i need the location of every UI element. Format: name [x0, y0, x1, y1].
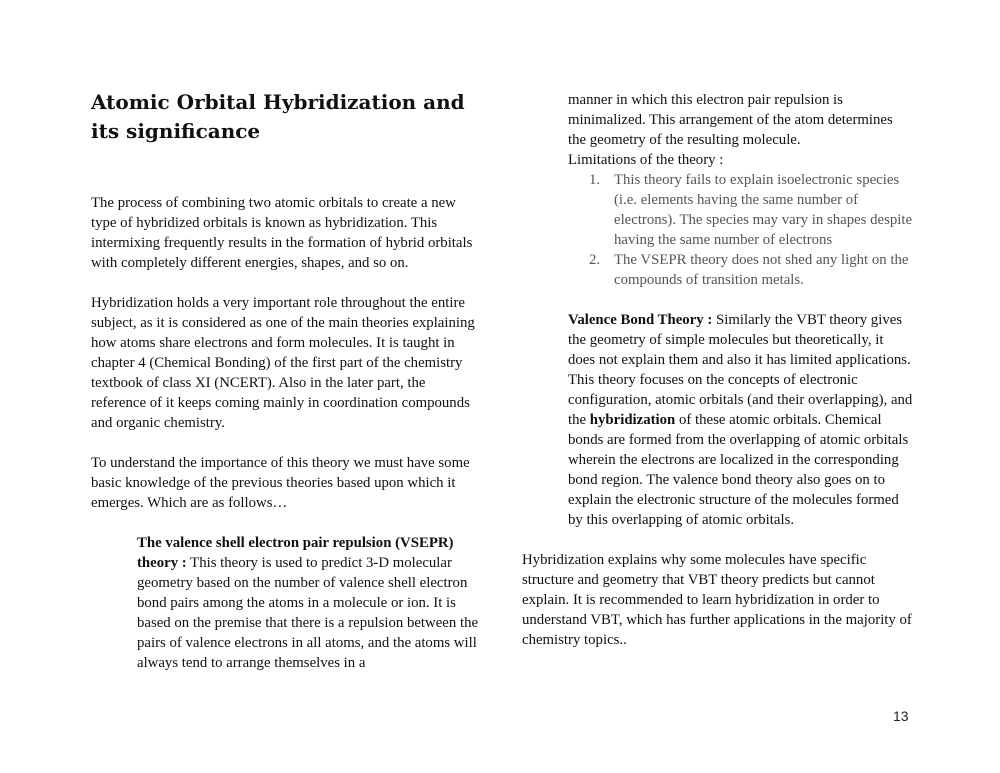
vsepr-text: This theory is used to predict 3-D molecular geometry based on the number of valence shell electron bond pairs among the atoms in a molecule or ion. It is based on the premise that there is a repulsion between the pairs of valence electrons in all atoms, and the atoms will always tend to arrange themselves in a [137, 555, 479, 671]
intro-paragraph: The process of combining two atomic orbitals to create a new type of hybridized orbitals is known as hybridization. This intermixing frequently results in the formation of hybrid orbitals with completely different energies, shapes, and so on. [91, 195, 473, 271]
right-column [522, 90, 922, 650]
vbt-heading: Valence Bond Theory : [568, 312, 713, 328]
list-text: The VSEPR theory does not shed any light on the compounds of transition metals. [614, 252, 909, 288]
list-number: 2. [589, 252, 601, 268]
list-text: This theory fails to explain isoelectronic species (i.e. elements having the same number of electrons). The species may vary in shapes despite having the same number of electrons [614, 172, 913, 248]
vbt-bold-word: hybridization [589, 412, 676, 428]
limitations-list [568, 170, 913, 290]
vsepr-paragraph [137, 533, 482, 673]
conclusion-paragraph: Hybridization explains why some molecules have specific structure and geometry that VBT theory predicts but cannot explain. It is recommended to learn hybridization in order to understand VBT, which has further applications in the majority of chemistry topics.. [522, 552, 912, 648]
importance-paragraph: Hybridization holds a very important role throughout the entire subject, as it is considered as one of the main theories explaining how atoms share electrons and form molecules. It is taught in chapter 4 (Chemical Bonding) of the first part of the chemistry textbook of class XI (NCERT). Also in the later part, the reference of it keeps coming mainly in coordination compounds and organic chemistry. [91, 295, 475, 431]
vsepr-continued: manner in which this electron pair repulsion is minimalized. This arrangement of the atom determines the geometry of the resulting molecule. [568, 92, 893, 148]
list-item [589, 170, 913, 250]
vsepr-heading: The valence shell electron pair repulsion (VSEPR) theory : [137, 535, 454, 571]
list-item [589, 250, 913, 290]
list-number: 1. [589, 172, 601, 188]
prerequisite-paragraph: To understand the importance of this theory we must have some basic knowledge of the previous theories based upon which it emerges. Which are as follows… [91, 455, 470, 511]
page-number: 13 [893, 708, 909, 724]
section-title: Atomic Orbital Hybridization and its significance [91, 90, 465, 143]
left-column [91, 88, 481, 673]
vbt-paragraph [568, 310, 913, 530]
vbt-text-b: of these atomic orbitals. Chemical bonds are formed from the overlapping of atomic orbitals wherein the electrons are localized in the corresponding bond region. The valence bond theory also goes on to explain the electronic structure of the molecules formed by this overlapping of atomic orbitals. [568, 412, 909, 528]
limitations-label: Limitations of the theory : [568, 152, 724, 168]
vbt-text-a: Similarly the VBT theory gives the geometry of simple molecules but theoretically, it does not explain them and also it has limited applications. This theory focuses on the concepts of electronic configuration, atomic orbitals (and their overlapping), and the [568, 312, 913, 428]
